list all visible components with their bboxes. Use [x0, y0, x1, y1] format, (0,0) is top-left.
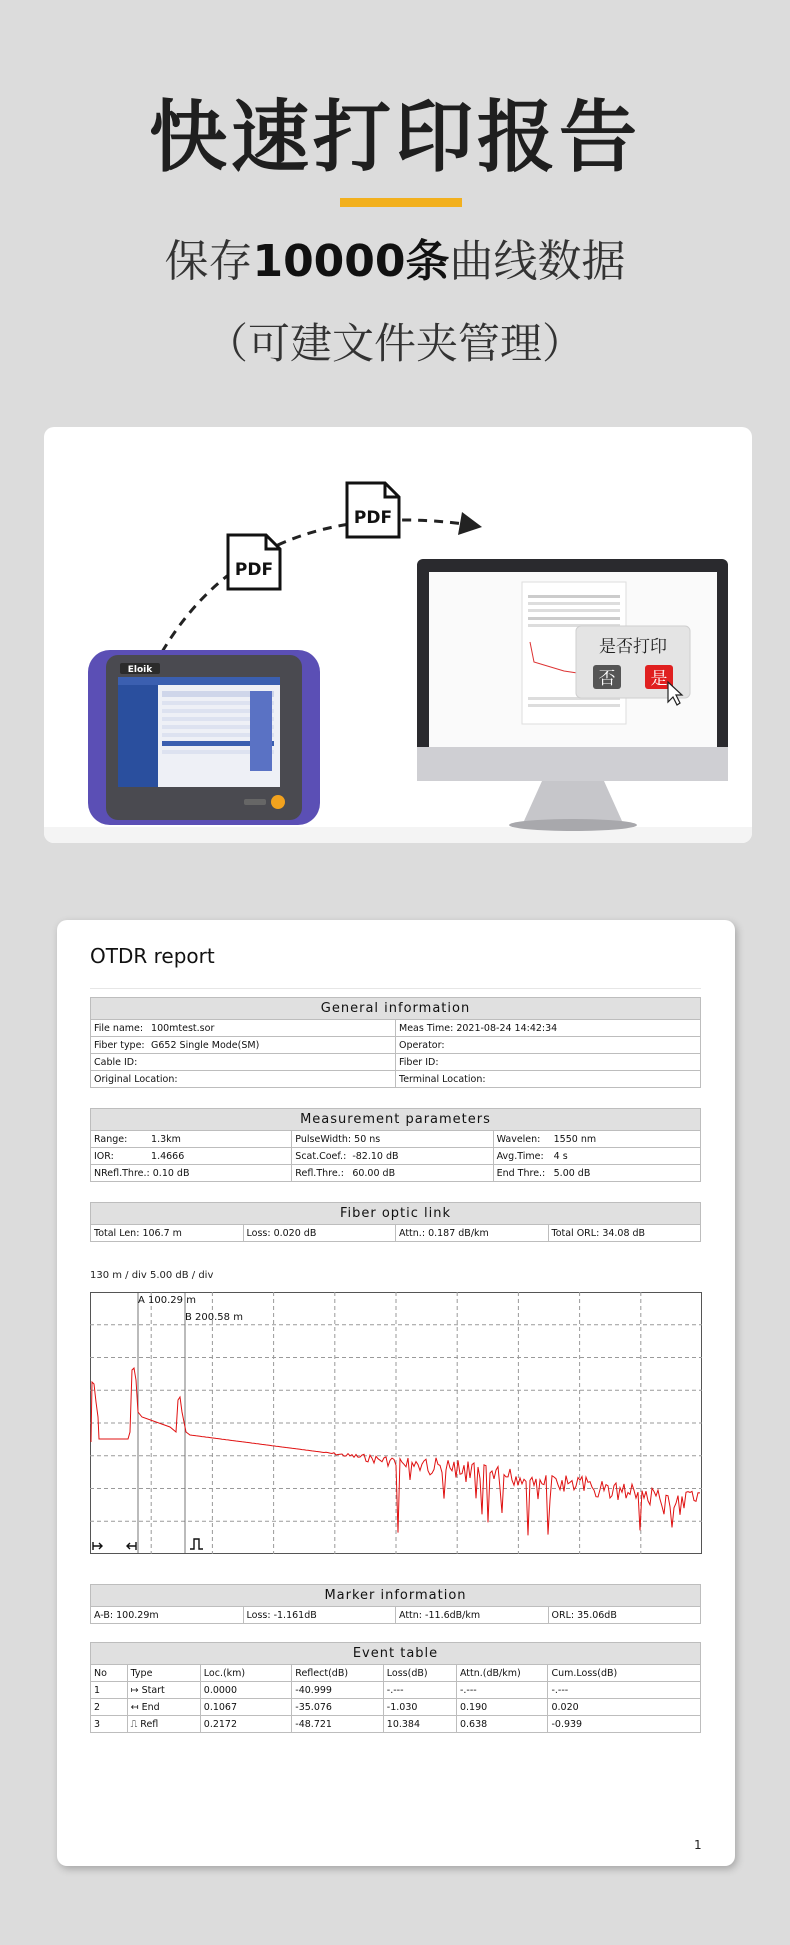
general-info-table [90, 997, 701, 1088]
fiber-id-cell [396, 1054, 701, 1071]
range-cell [91, 1131, 292, 1148]
cell: 0.1067 [200, 1699, 292, 1716]
cell: -48.721 [292, 1716, 384, 1733]
col-attn: Attn.(dB/km) [456, 1665, 548, 1682]
range-value: 1.3km [151, 1133, 181, 1145]
cell: -40.999 [292, 1682, 384, 1699]
ior-cell [91, 1148, 292, 1165]
pdf-icon [228, 535, 280, 589]
marker-orl-label: ORL: [551, 1609, 575, 1621]
hero-title: 快速打印报告 [148, 93, 641, 183]
scat-label: Scat.Coef.: [295, 1150, 347, 1162]
operator-cell [396, 1037, 701, 1054]
cell: -.--- [383, 1682, 456, 1699]
subtitle-bold: 10000条 [252, 236, 450, 287]
refl-cell [292, 1165, 493, 1182]
fiber-id-label: Fiber ID: [399, 1056, 439, 1068]
table-row [91, 1682, 701, 1699]
cell: -35.076 [292, 1699, 384, 1716]
loss-label: Loss: [246, 1227, 271, 1239]
svg-text:是否打印: 是否打印 [599, 637, 667, 657]
marker-attn-label: Attn: [399, 1609, 423, 1621]
meas-time-value: 2021-08-24 14:42:34 [456, 1022, 558, 1034]
report-page [57, 920, 735, 1866]
marker-orl-cell [548, 1607, 701, 1624]
nrefl-label: NRefl.Thre.: [94, 1167, 150, 1179]
cable-id-cell [91, 1054, 396, 1071]
report-title: OTDR report [90, 944, 215, 968]
file-name-label: File name: [94, 1022, 144, 1034]
cell: ⎍ Refl [127, 1716, 200, 1733]
marker-info-table [90, 1584, 701, 1624]
end-value: 5.00 dB [553, 1167, 591, 1179]
meas-time-cell [396, 1020, 701, 1037]
arrow-head-icon [458, 512, 482, 535]
cell: 3 [91, 1716, 128, 1733]
hero-subtitle [0, 232, 790, 292]
svg-text:PDF: PDF [353, 508, 393, 528]
ab-cell [91, 1607, 244, 1624]
subtitle-pre: 保存 [164, 236, 253, 287]
col-type: Type [127, 1665, 200, 1682]
link-heading: Fiber optic link [91, 1203, 701, 1225]
col-loc: Loc.(km) [200, 1665, 292, 1682]
title-divider [90, 988, 701, 989]
col-reflect: Reflect(dB) [292, 1665, 384, 1682]
cell: 2 [91, 1699, 128, 1716]
print-dialog [576, 626, 690, 705]
fiber-type-value: G652 Single Mode(SM) [151, 1039, 260, 1051]
general-heading: General information [91, 998, 701, 1020]
measurement-heading: Measurement parameters [91, 1109, 701, 1131]
orl-value: 34.08 dB [602, 1227, 646, 1239]
file-name-cell [91, 1020, 396, 1037]
event-table [90, 1642, 701, 1733]
cell: 0.190 [456, 1699, 548, 1716]
total-len-label: Total Len: [94, 1227, 140, 1239]
table-row [91, 1716, 701, 1733]
orl-label: Total ORL: [551, 1227, 600, 1239]
attn-cell [396, 1225, 549, 1242]
illustration-panel [44, 427, 752, 843]
end-cell [493, 1165, 700, 1182]
hero-underline [340, 198, 462, 207]
otdr-device [88, 650, 320, 825]
nrefl-value: 0.10 dB [152, 1167, 190, 1179]
cell: ↦ Start [127, 1682, 200, 1699]
ab-value: 100.29m [116, 1609, 159, 1621]
svg-text:是: 是 [650, 669, 668, 689]
pulse-label: PulseWidth: [295, 1133, 352, 1145]
cable-id-label: Cable ID: [94, 1056, 138, 1068]
fiber-type-label: Fiber type: [94, 1039, 145, 1051]
svg-text:PDF: PDF [234, 560, 274, 580]
loss-cell [243, 1225, 396, 1242]
cell: 0.638 [456, 1716, 548, 1733]
svg-text:否: 否 [598, 669, 616, 689]
ior-label: IOR: [94, 1150, 114, 1162]
marker-loss-label: Loss: [246, 1609, 271, 1621]
meas-time-label: Meas Time: [399, 1022, 454, 1034]
refl-value: 60.00 dB [352, 1167, 396, 1179]
svg-text:Eloik: Eloik [127, 665, 153, 675]
table-row [91, 1699, 701, 1716]
marker-heading: Marker information [91, 1585, 701, 1607]
event-heading: Event table [91, 1643, 701, 1665]
ab-label: A-B: [94, 1609, 114, 1621]
cell: -.--- [548, 1682, 701, 1699]
hero-subtitle-2: （可建文件夹管理） [205, 319, 584, 368]
marker-attn-value: -11.6dB/km [425, 1609, 481, 1621]
orl-cell [548, 1225, 701, 1242]
pulse-value: 50 ns [354, 1133, 381, 1145]
marker-a-label: A 100.29 m [138, 1295, 196, 1306]
cell: 0.020 [548, 1699, 701, 1716]
page-number: 1 [694, 1838, 702, 1852]
measurement-table [90, 1108, 701, 1182]
total-len-value: 106.7 m [142, 1227, 182, 1239]
pdf-icon [347, 483, 399, 537]
orig-loc-label: Original Location: [94, 1073, 178, 1085]
marker-orl-value: 35.06dB [577, 1609, 617, 1621]
cell: 0.0000 [200, 1682, 292, 1699]
cell: 0.2172 [200, 1716, 292, 1733]
cell: ↤ End [127, 1699, 200, 1716]
avg-cell [493, 1148, 700, 1165]
otdr-trace-chart [90, 1292, 702, 1554]
marker-attn-cell [396, 1607, 549, 1624]
end-label: End Thre.: [496, 1167, 546, 1179]
marker-loss-cell [243, 1607, 396, 1624]
fiber-link-table [90, 1202, 701, 1242]
term-loc-label: Terminal Location: [399, 1073, 486, 1085]
operator-label: Operator: [399, 1039, 445, 1051]
fiber-type-cell [91, 1037, 396, 1054]
file-name-value: 100mtest.sor [151, 1022, 215, 1034]
orig-loc-cell [91, 1071, 396, 1088]
col-no: No [91, 1665, 128, 1682]
cell: -1.030 [383, 1699, 456, 1716]
avg-value: 4 s [553, 1150, 568, 1162]
col-cumloss: Cum.Loss(dB) [548, 1665, 701, 1682]
nrefl-cell [91, 1165, 292, 1182]
wavelen-cell [493, 1131, 700, 1148]
refl-label: Refl.Thre.: [295, 1167, 344, 1179]
attn-label: Attn.: [399, 1227, 426, 1239]
cell: -0.939 [548, 1716, 701, 1733]
ior-value: 1.4666 [151, 1150, 185, 1162]
loss-value: 0.020 dB [273, 1227, 317, 1239]
col-loss: Loss(dB) [383, 1665, 456, 1682]
cell: -.--- [456, 1682, 548, 1699]
scat-value: -82.10 dB [352, 1150, 399, 1162]
illustration-svg [44, 427, 752, 843]
term-loc-cell [396, 1071, 701, 1088]
attn-value: 0.187 dB/km [428, 1227, 489, 1239]
cell: 10.384 [383, 1716, 456, 1733]
wavelen-label: Wavelen: [496, 1133, 541, 1145]
cell: 1 [91, 1682, 128, 1699]
avg-label: Avg.Time: [496, 1150, 544, 1162]
wavelen-value: 1550 nm [553, 1133, 597, 1145]
marker-b-label: B 200.58 m [185, 1312, 243, 1323]
scat-cell [292, 1148, 493, 1165]
pulse-cell [292, 1131, 493, 1148]
total-len-cell [91, 1225, 244, 1242]
subtitle-post: 曲线数据 [449, 236, 626, 287]
marker-loss-value: -1.161dB [273, 1609, 317, 1621]
range-label: Range: [94, 1133, 128, 1145]
chart-scale: 130 m / div 5.00 dB / div [90, 1270, 214, 1281]
